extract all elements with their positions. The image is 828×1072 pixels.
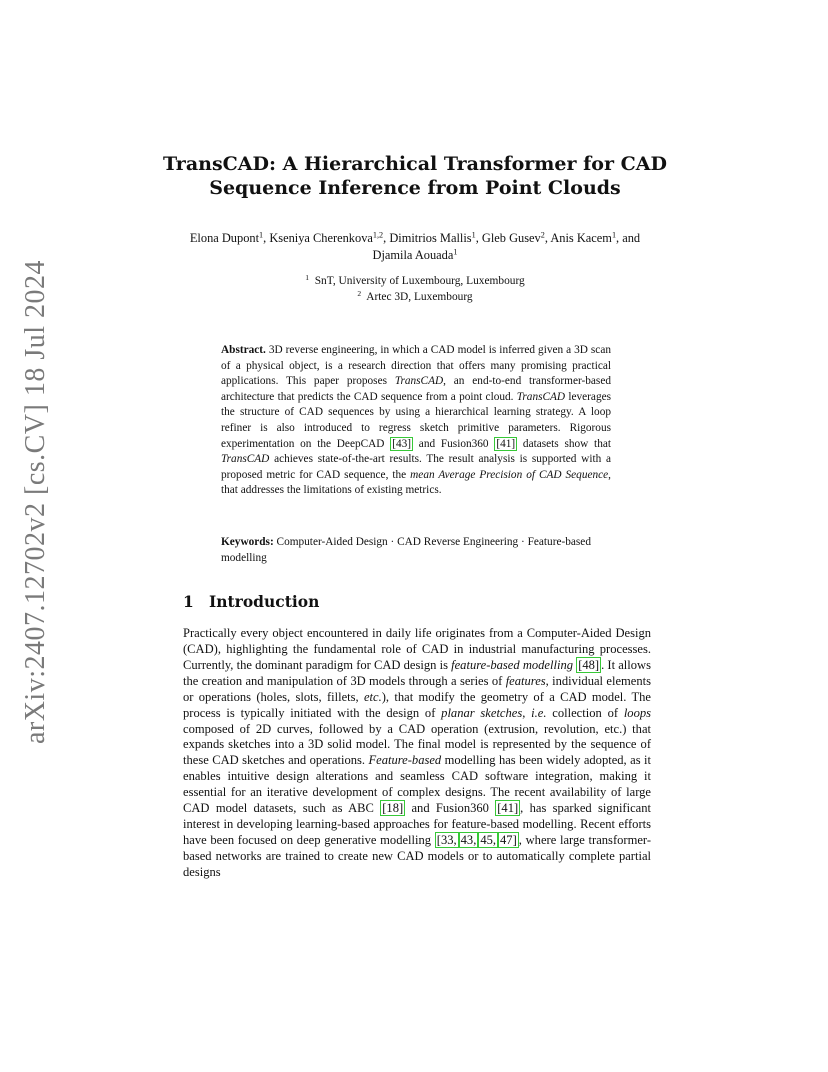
author-name: Djamila Aouada [372, 248, 454, 262]
citation-link[interactable]: [33, [436, 832, 457, 847]
body-text: , [522, 705, 532, 720]
abstract-emphasis: mean Average Precision of CAD Sequence [410, 468, 609, 481]
citation-link[interactable]: [41] [496, 437, 516, 450]
affiliation-item [200, 274, 630, 290]
affiliation-text: Artec 3D, Luxembourg [366, 290, 473, 303]
paper-title [150, 152, 680, 200]
affiliation-item [200, 290, 630, 306]
keywords [221, 535, 611, 566]
abstract-emphasis: TransCAD [516, 390, 566, 403]
body-text: , where large transformer-based networks are trained to create new CAD models or to automatically complete partial designs [183, 832, 652, 879]
abstract-text: leverages the structure of CAD sequences by using a hierarchical learning strategy. A loop refiner is also introduced to regress sketch primitive parameters. Rigorous experimentation on the DeepCAD [221, 390, 612, 450]
abstract-text: datasets show that [517, 437, 611, 450]
affiliation-number: 1 [305, 272, 309, 282]
citation-link[interactable]: 47] [500, 832, 517, 847]
body-text: modelling has been widely adopted, as it enables intuitive design alterations and seamless CAD software integration, making it essential for an iterative development of complex designs. The recent availability of large CAD model datasets, such as ABC [183, 753, 651, 816]
author-name: Anis Kacem [550, 231, 612, 245]
body-emphasis: feature-based modelling [451, 657, 574, 672]
body-text: , has sparked significant interest in developing learning-based approaches for feature-based modelling. Recent efforts have been focused on deep generative modelling [183, 801, 651, 847]
affiliation-number: 2 [357, 288, 362, 298]
body-emphasis: i.e. [531, 705, 547, 720]
arxiv-id-text: arXiv:2407.12702v2 [cs.CV] 18 Jul 2024 [20, 259, 52, 745]
body-text: and Fusion360 [405, 801, 496, 816]
body-text: , individual elements or operations (holes, slots, fillets, [183, 673, 651, 704]
abstract-text: 3D reverse engineering, in which a CAD model is inferred given a 3D scan of a physical object, is a research direction that offers many promising practical applications. This paper proposes [221, 344, 611, 388]
abstract-text: achieves state-of-the-art results. The result analysis is supported with a proposed metric for CAD sequence, the [221, 453, 611, 481]
abstract-text: , that addresses the limitations of existing metrics. [221, 468, 611, 497]
section-title-text: Introduction [209, 592, 320, 611]
body-emphasis: etc. [363, 689, 382, 704]
introduction-paragraph [183, 626, 651, 881]
abstract [221, 343, 611, 499]
body-text: composed of 2D curves, followed by a CAD operation (extrusion, revolution, etc.) that expands sketches into a 3D solid model. The final model is represented by the sequence of these CAD sketches and operations. [183, 721, 651, 768]
title-line-1: TransCAD: A Hierarchical Transformer for CAD [163, 153, 667, 175]
body-text: ), that modify the geometry of a CAD model. The process is typically initiated with the design of [183, 689, 651, 720]
abstract-emphasis: TransCAD [221, 453, 270, 466]
arxiv-identifier-stamp [16, 259, 56, 745]
author-affiliation-mark: 1 [471, 230, 476, 240]
body-emphasis: loops [623, 705, 652, 720]
body-emphasis: Feature-based [368, 753, 442, 768]
body-emphasis: features [505, 673, 546, 688]
author-affiliation-mark: 1,2 [372, 230, 384, 240]
body-text: collection of [546, 705, 624, 720]
author-affiliation-mark: 1 [259, 230, 264, 240]
keywords-text: Computer-Aided Design · CAD Reverse Engineering · Feature-based modelling [221, 536, 591, 564]
keywords-label: Keywords: [221, 536, 274, 548]
author-affiliation-mark: 1 [611, 230, 617, 240]
citation-link[interactable]: [41] [497, 801, 519, 816]
title-line-2: Sequence Inference from Point Clouds [209, 177, 621, 199]
author-name: Elona Dupont [189, 231, 260, 245]
abstract-text: and Fusion360 [413, 437, 495, 450]
body-emphasis: planar sketches [441, 705, 523, 720]
author-affiliation-mark: 2 [540, 230, 545, 240]
section-number: 1 [183, 592, 194, 611]
affiliation-list [200, 274, 630, 305]
abstract-label: Abstract. [221, 344, 266, 356]
abstract-text: , an end-to-end transformer-based architecture that predicts the CAD sequence from a point cloud. [221, 375, 611, 403]
body-text: . It allows the creation and manipulation of 3D models through a series of [183, 657, 651, 688]
author-name: Dimitrios Mallis [389, 231, 472, 245]
citation-link[interactable]: [18] [382, 801, 404, 816]
citation-link[interactable]: [48] [578, 657, 600, 672]
author-name: Gleb Gusev [481, 231, 541, 245]
affiliation-text: SnT, University of Luxembourg, Luxembourg [314, 275, 525, 287]
abstract-emphasis: TransCAD [394, 375, 444, 388]
citation-link[interactable]: [43] [392, 437, 412, 450]
author-affiliation-mark: 1 [453, 247, 458, 257]
body-text: Practically every object encountered in daily life originates from a Computer-Aided Design (CAD), highlighting the fundamental role of CAD in industrial manufacturing processes. Currently, the dominant paradigm for CAD design is [183, 626, 651, 672]
author-list: Elona Dupont$^1$, Kseniya Cherenkova$^{1,2}$, Dimitrios Mallis$^1$, Gleb Gusev$^2$, Anis Kacem$^1$, and Djamila Aouada$^1$ [189, 230, 641, 262]
section-heading [183, 592, 319, 611]
author-name: Kseniya Cherenkova [269, 231, 373, 245]
citation-link[interactable]: 45, [480, 832, 497, 847]
citation-link[interactable]: 43, [460, 832, 477, 847]
